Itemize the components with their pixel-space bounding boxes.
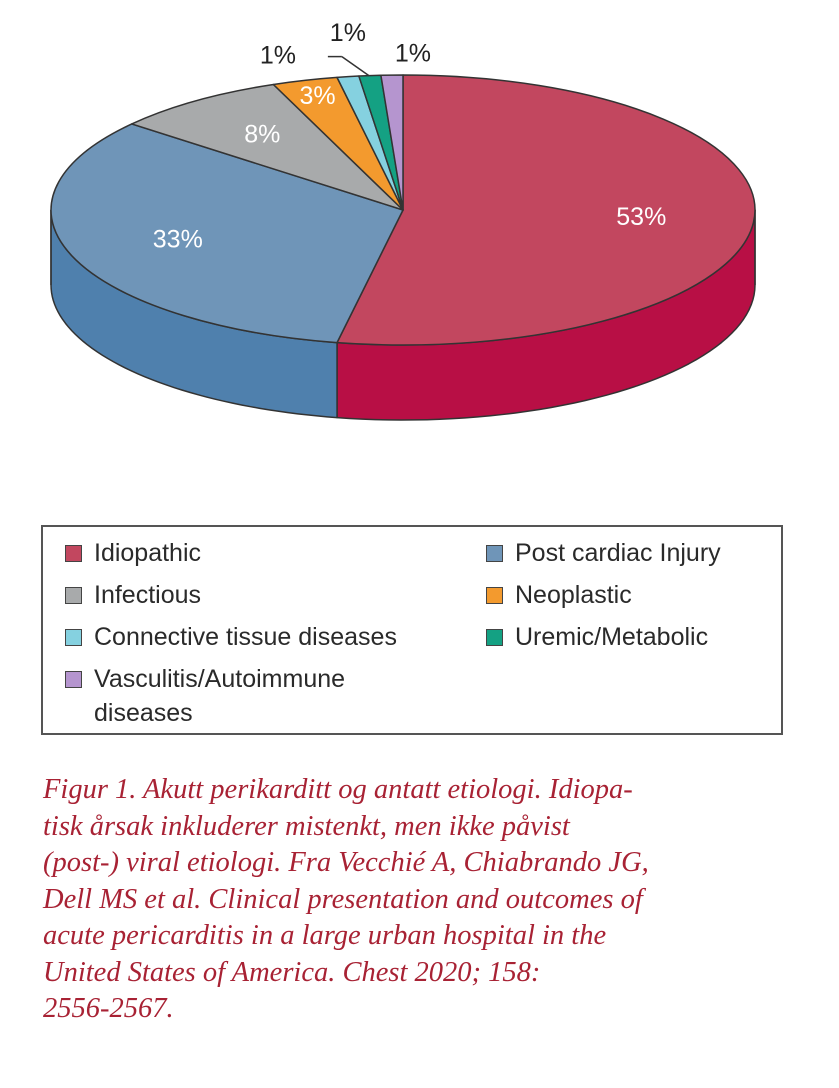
legend-swatch-connective-tissue-diseases xyxy=(65,629,82,646)
caption-line: tisk årsak inkluderer mistenkt, men ikke påvist xyxy=(43,810,570,842)
figure-caption xyxy=(43,772,803,1028)
legend-swatch-post-cardiac-injury xyxy=(486,545,503,562)
caption-line: Figur 1. Akutt perikarditt og antatt etiologi. Idiopa- xyxy=(43,774,633,805)
caption-line: (post-) viral etiologi. Fra Vecchié A, Chiabrando JG, xyxy=(43,847,649,878)
caption-line: Dell MS et al. Clinical presentation and outcomes of xyxy=(43,883,643,915)
caption-line: 2556-2567. xyxy=(43,993,174,1024)
pie-chart-svg xyxy=(0,0,839,500)
pie-label-uremic-metabolic: 1% xyxy=(329,19,366,48)
pie-label-idiopathic: 53% xyxy=(616,203,667,232)
legend-label: Infectious xyxy=(94,581,202,609)
legend-swatch-infectious xyxy=(65,587,82,604)
legend-swatch-idiopathic xyxy=(65,545,82,562)
pie-chart xyxy=(0,0,839,500)
legend-swatch-neoplastic xyxy=(486,587,503,604)
legend-item-neoplastic xyxy=(486,578,632,612)
legend-item-idiopathic xyxy=(65,536,201,570)
pie-label-post-cardiac-injury: 33% xyxy=(152,225,203,254)
legend-item-vasculitis-autoimmune-diseases xyxy=(65,662,385,730)
legend-label: Neoplastic xyxy=(515,581,632,609)
legend-item-uremic-metabolic xyxy=(486,620,708,654)
pie-label-infectious: 8% xyxy=(244,120,281,149)
legend-swatch-uremic-metabolic xyxy=(486,629,503,646)
legend-item-connective-tissue-diseases xyxy=(65,620,397,654)
legend-item-post-cardiac-injury xyxy=(486,536,721,570)
legend-label: Connective tissue diseases xyxy=(94,623,397,651)
pie-label-vasculitis-autoimmune-diseases: 1% xyxy=(394,39,432,68)
chart-legend xyxy=(41,525,783,735)
legend-label: Vasculitis/Autoimmune diseases xyxy=(94,665,346,727)
legend-label: Uremic/Metabolic xyxy=(515,623,709,651)
caption-line: United States of America. Chest 2020; 158: xyxy=(43,956,541,988)
legend-label: Post cardiac Injury xyxy=(515,539,721,567)
caption-line: acute pericarditis in a large urban hospital in the xyxy=(43,920,607,951)
pie-label-neoplastic: 3% xyxy=(299,81,336,110)
legend-item-infectious xyxy=(65,578,201,612)
legend-label: Idiopathic xyxy=(94,539,202,567)
pie-label-connective-tissue-diseases: 1% xyxy=(259,41,297,70)
pie-leader-line xyxy=(342,57,369,76)
legend-swatch-vasculitis-autoimmune-diseases xyxy=(65,671,82,688)
